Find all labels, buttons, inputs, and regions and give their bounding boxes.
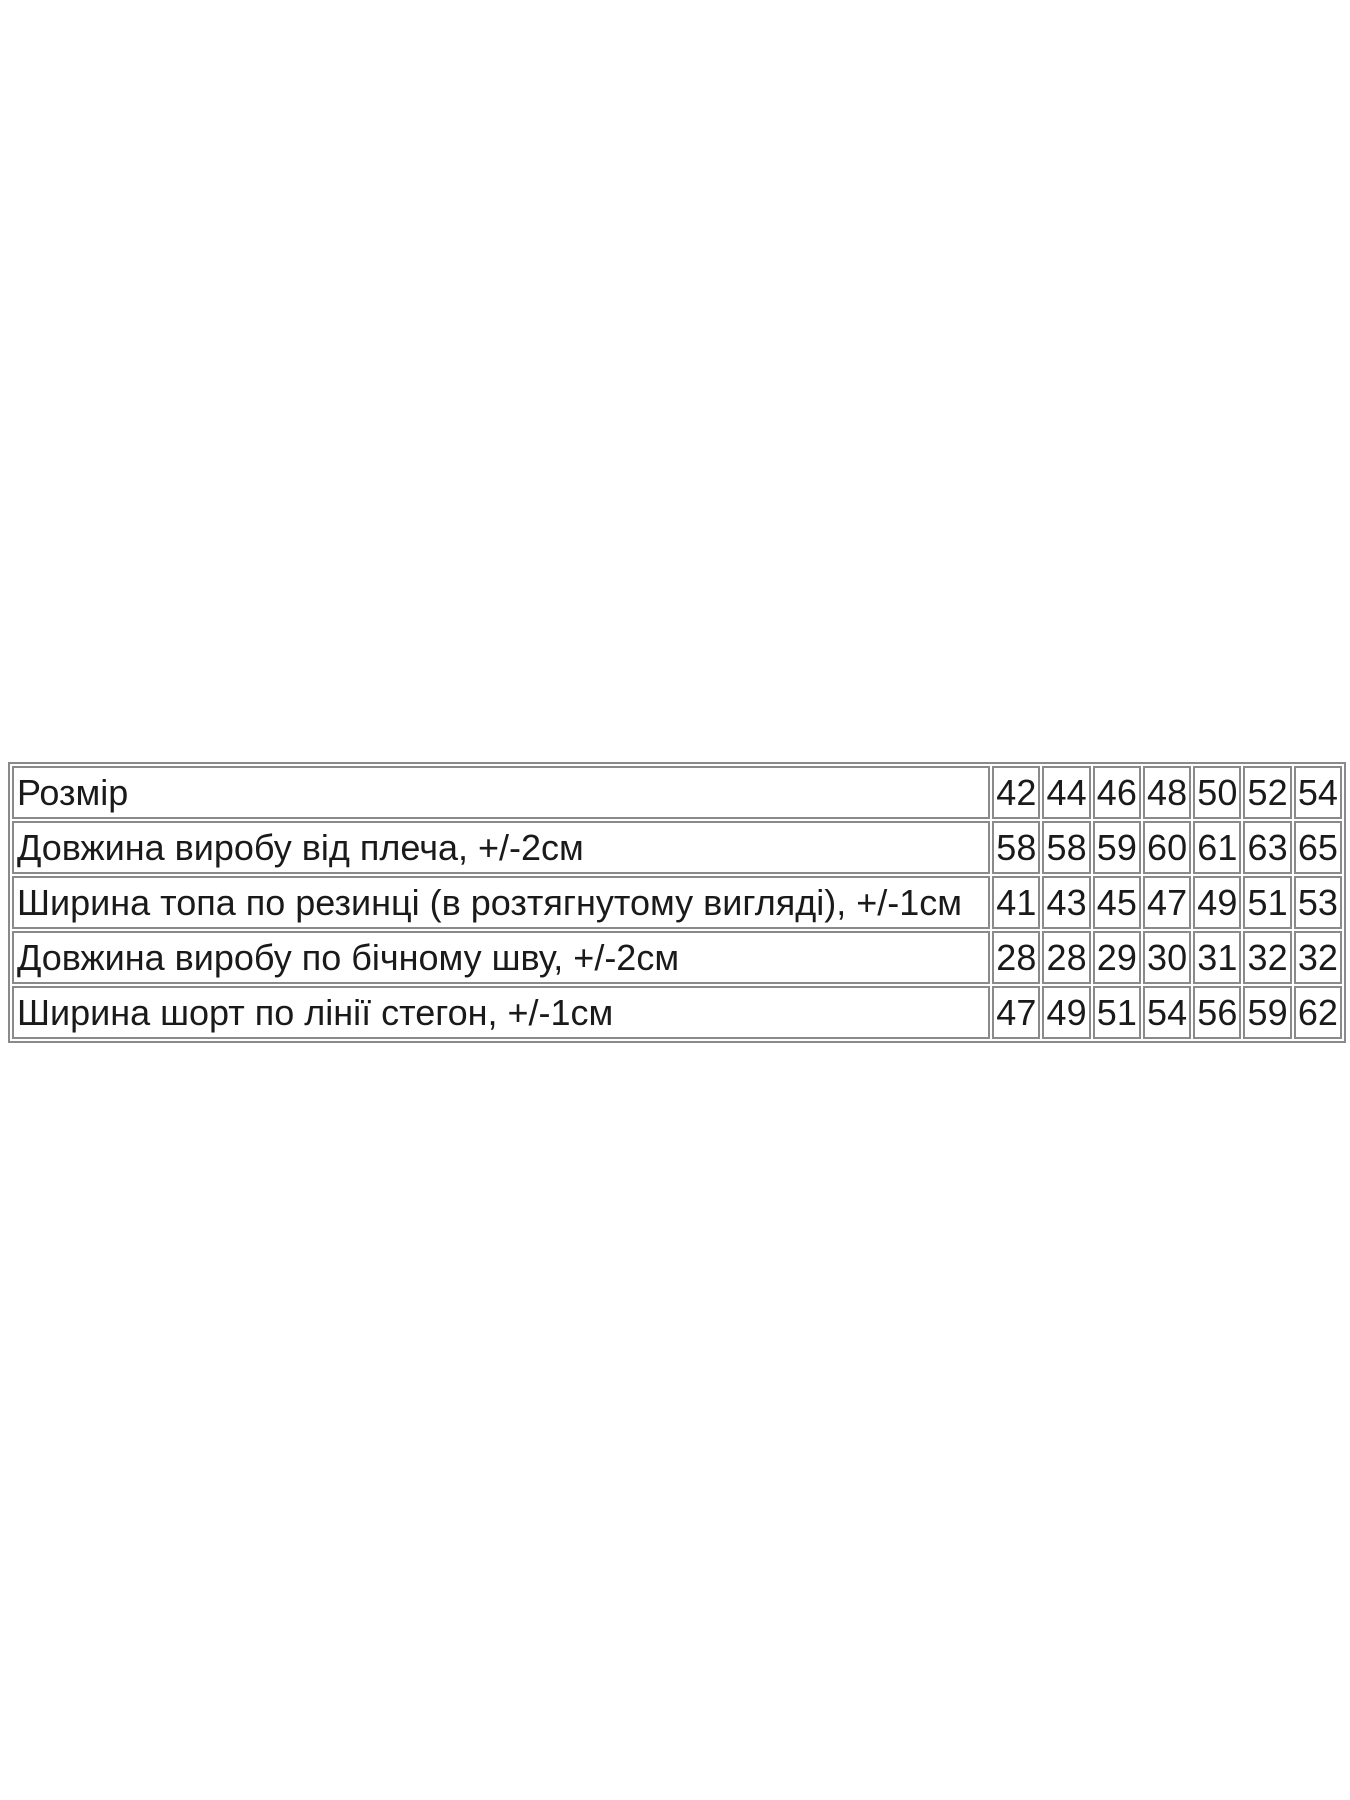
table-row-size bbox=[12, 766, 1342, 819]
table-row-top-width bbox=[12, 876, 1342, 929]
table-cell: 32 bbox=[1294, 931, 1342, 984]
table-cell: 62 bbox=[1294, 986, 1342, 1039]
table-cell: 30 bbox=[1143, 931, 1191, 984]
table-cell: 59 bbox=[1243, 986, 1291, 1039]
table-cell: 29 bbox=[1093, 931, 1141, 984]
table-cell: 56 bbox=[1193, 986, 1241, 1039]
table-cell: 52 bbox=[1243, 766, 1291, 819]
table-cell: 48 bbox=[1143, 766, 1191, 819]
table-cell: 59 bbox=[1093, 821, 1141, 874]
table-cell: 51 bbox=[1243, 876, 1291, 929]
table-cell: 41 bbox=[992, 876, 1040, 929]
table-cell: 65 bbox=[1294, 821, 1342, 874]
table-cell: 49 bbox=[1193, 876, 1241, 929]
table-cell: 31 bbox=[1193, 931, 1241, 984]
table-cell: 28 bbox=[1042, 931, 1090, 984]
table-row-side-seam-length bbox=[12, 931, 1342, 984]
table-cell: 49 bbox=[1042, 986, 1090, 1039]
table-cell: 47 bbox=[992, 986, 1040, 1039]
table-cell: 61 bbox=[1193, 821, 1241, 874]
row-label: Ширина шорт по лінії стегон, +/-1см bbox=[12, 986, 990, 1039]
table-cell: 32 bbox=[1243, 931, 1291, 984]
table-cell: 45 bbox=[1093, 876, 1141, 929]
row-label: Довжина виробу по бічному шву, +/-2см bbox=[12, 931, 990, 984]
table-cell: 53 bbox=[1294, 876, 1342, 929]
row-label: Довжина виробу від плеча, +/-2см bbox=[12, 821, 990, 874]
table-cell: 54 bbox=[1294, 766, 1342, 819]
size-chart-table bbox=[8, 762, 1346, 1043]
table-cell: 58 bbox=[1042, 821, 1090, 874]
table-cell: 51 bbox=[1093, 986, 1141, 1039]
table-cell: 44 bbox=[1042, 766, 1090, 819]
table-cell: 47 bbox=[1143, 876, 1191, 929]
table-row-length-from-shoulder bbox=[12, 821, 1342, 874]
table-cell: 42 bbox=[992, 766, 1040, 819]
table-cell: 60 bbox=[1143, 821, 1191, 874]
table-cell: 54 bbox=[1143, 986, 1191, 1039]
table-cell: 50 bbox=[1193, 766, 1241, 819]
table-cell: 63 bbox=[1243, 821, 1291, 874]
row-label: Ширина топа по резинці (в розтягнутому вигляді), +/-1см bbox=[12, 876, 990, 929]
table-row-shorts-hip-width bbox=[12, 986, 1342, 1039]
table-cell: 46 bbox=[1093, 766, 1141, 819]
table-cell: 58 bbox=[992, 821, 1040, 874]
row-label: Розмір bbox=[12, 766, 990, 819]
size-chart-container bbox=[8, 762, 1346, 1043]
table-cell: 43 bbox=[1042, 876, 1090, 929]
table-cell: 28 bbox=[992, 931, 1040, 984]
